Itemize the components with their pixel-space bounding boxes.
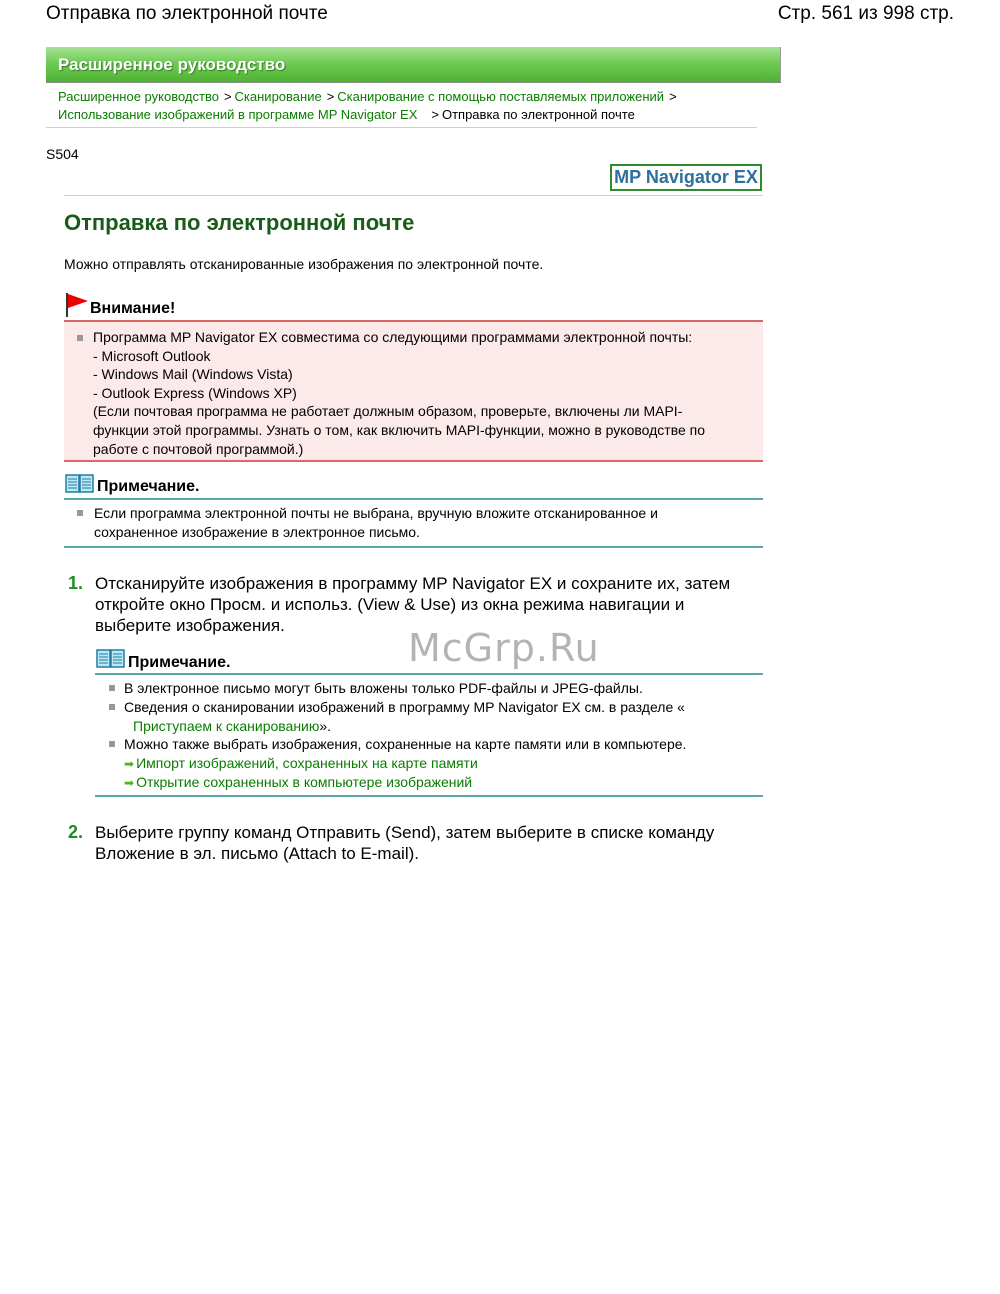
doc-code: S504 [46, 146, 79, 162]
caution-line: - Outlook Express (Windows XP) [93, 384, 297, 401]
caution-line: функции этой программы. Узнать о том, как включить MAPI-функции, можно в руководстве по [93, 421, 706, 438]
note-item: В электронное письмо могут быть вложены только PDF-файлы и JPEG-файлы. [124, 680, 643, 696]
breadcrumb-current: Отправка по электронной почте [441, 107, 635, 122]
page-header-title: Отправка по электронной почте [46, 3, 328, 24]
link-import-memory-card[interactable]: Импорт изображений, сохраненных на карте памяти [136, 754, 478, 771]
note-line: сохраненное изображение в электронное письмо. [94, 523, 420, 540]
step-line: Отсканируйте изображения в программу MP Navigator EX и сохраните их, затем [95, 574, 731, 593]
link-getting-started-scanning[interactable]: Приступаем к сканированию [133, 717, 320, 734]
note-item: Сведения о сканировании изображений в программу MP Navigator EX см. в разделе « Приступаем к сканированию». [124, 699, 685, 734]
divider [64, 195, 763, 196]
caution-line: - Microsoft Outlook [93, 347, 211, 364]
caution-line: Программа MP Navigator EX совместима со следующими программами электронной почты: [93, 329, 693, 345]
watermark: McGrp.Ru [408, 626, 600, 670]
step-line: выберите изображения. [95, 616, 285, 635]
divider [46, 127, 757, 128]
note-header [95, 648, 763, 674]
page-title: Отправка по электронной почте [64, 210, 415, 235]
bullet [109, 741, 115, 747]
banner-title: Расширенное руководство [58, 55, 286, 74]
arrow-right-icon: ➡ [124, 776, 135, 791]
breadcrumb-link-scanning[interactable]: Сканирование [234, 89, 322, 104]
section-banner [46, 47, 781, 83]
note-top-rule [95, 673, 763, 675]
caution-line: - Windows Mail (Windows Vista) [93, 366, 293, 383]
book-icon [96, 648, 126, 670]
mp-navigator-badge: MP Navigator EX [610, 164, 762, 191]
bullet [77, 510, 83, 516]
caution-box [64, 320, 763, 462]
step-line: откройте окно Просм. и использ. (View & Use) из окна режима навигации и [95, 595, 685, 614]
caution-line: (Если почтовая программа не работает должным образом, проверьте, включены ли MAPI- [93, 403, 683, 420]
breadcrumb-link-using-images[interactable]: Использование изображений в программе MP Navigator EX [58, 107, 418, 122]
note-label: Примечание. [97, 478, 200, 495]
link-open-saved-images[interactable]: Открытие сохраненных в компьютере изображений [136, 774, 473, 791]
note-header [64, 473, 763, 499]
caution-label: Внимание! [90, 300, 176, 317]
caution-line: работе с почтовой программой.) [93, 440, 304, 457]
note-bottom-rule [95, 795, 763, 797]
note-top-rule [64, 498, 763, 500]
step-line: Выберите группу команд Отправить (Send), затем выберите в списке команду [95, 823, 715, 842]
note-line: Если программа электронной почты не выбрана, вручную вложите отсканированное и [94, 505, 658, 521]
bullet [77, 335, 83, 341]
breadcrumb: Расширенное руководство > Сканирование > Сканирование с помощью поставляемых приложений > Использование изображений в программе MP Navigator EX > Отправка по электронной почте [58, 88, 768, 128]
note-label: Примечание. [128, 654, 231, 671]
red-flag-icon [64, 292, 90, 318]
note-bottom-rule [64, 546, 763, 548]
step-line: Вложение в эл. письмо (Attach to E-mail). [95, 844, 419, 863]
book-icon [65, 473, 95, 495]
breadcrumb-link-scanning-apps[interactable]: Сканирование с помощью поставляемых приложений [337, 89, 665, 104]
bullet [109, 685, 115, 691]
breadcrumb-link-advanced-guide[interactable]: Расширенное руководство [58, 89, 219, 104]
page-counter: Стр. 561 из 998 стр. [777, 3, 954, 24]
step-number: 1. [68, 573, 84, 593]
arrow-right-icon: ➡ [124, 756, 135, 771]
step-number: 2. [68, 822, 84, 842]
note-item: Можно также выбрать изображения, сохраненные на карте памяти или в компьютере. ➡ Импорт изображений, сохраненных на карте памяти ➡ Открытие сохраненных в компьютере изображений [124, 736, 687, 791]
bullet [109, 704, 115, 710]
intro-text: Можно отправлять отсканированные изображения по электронной почте. [64, 256, 544, 272]
